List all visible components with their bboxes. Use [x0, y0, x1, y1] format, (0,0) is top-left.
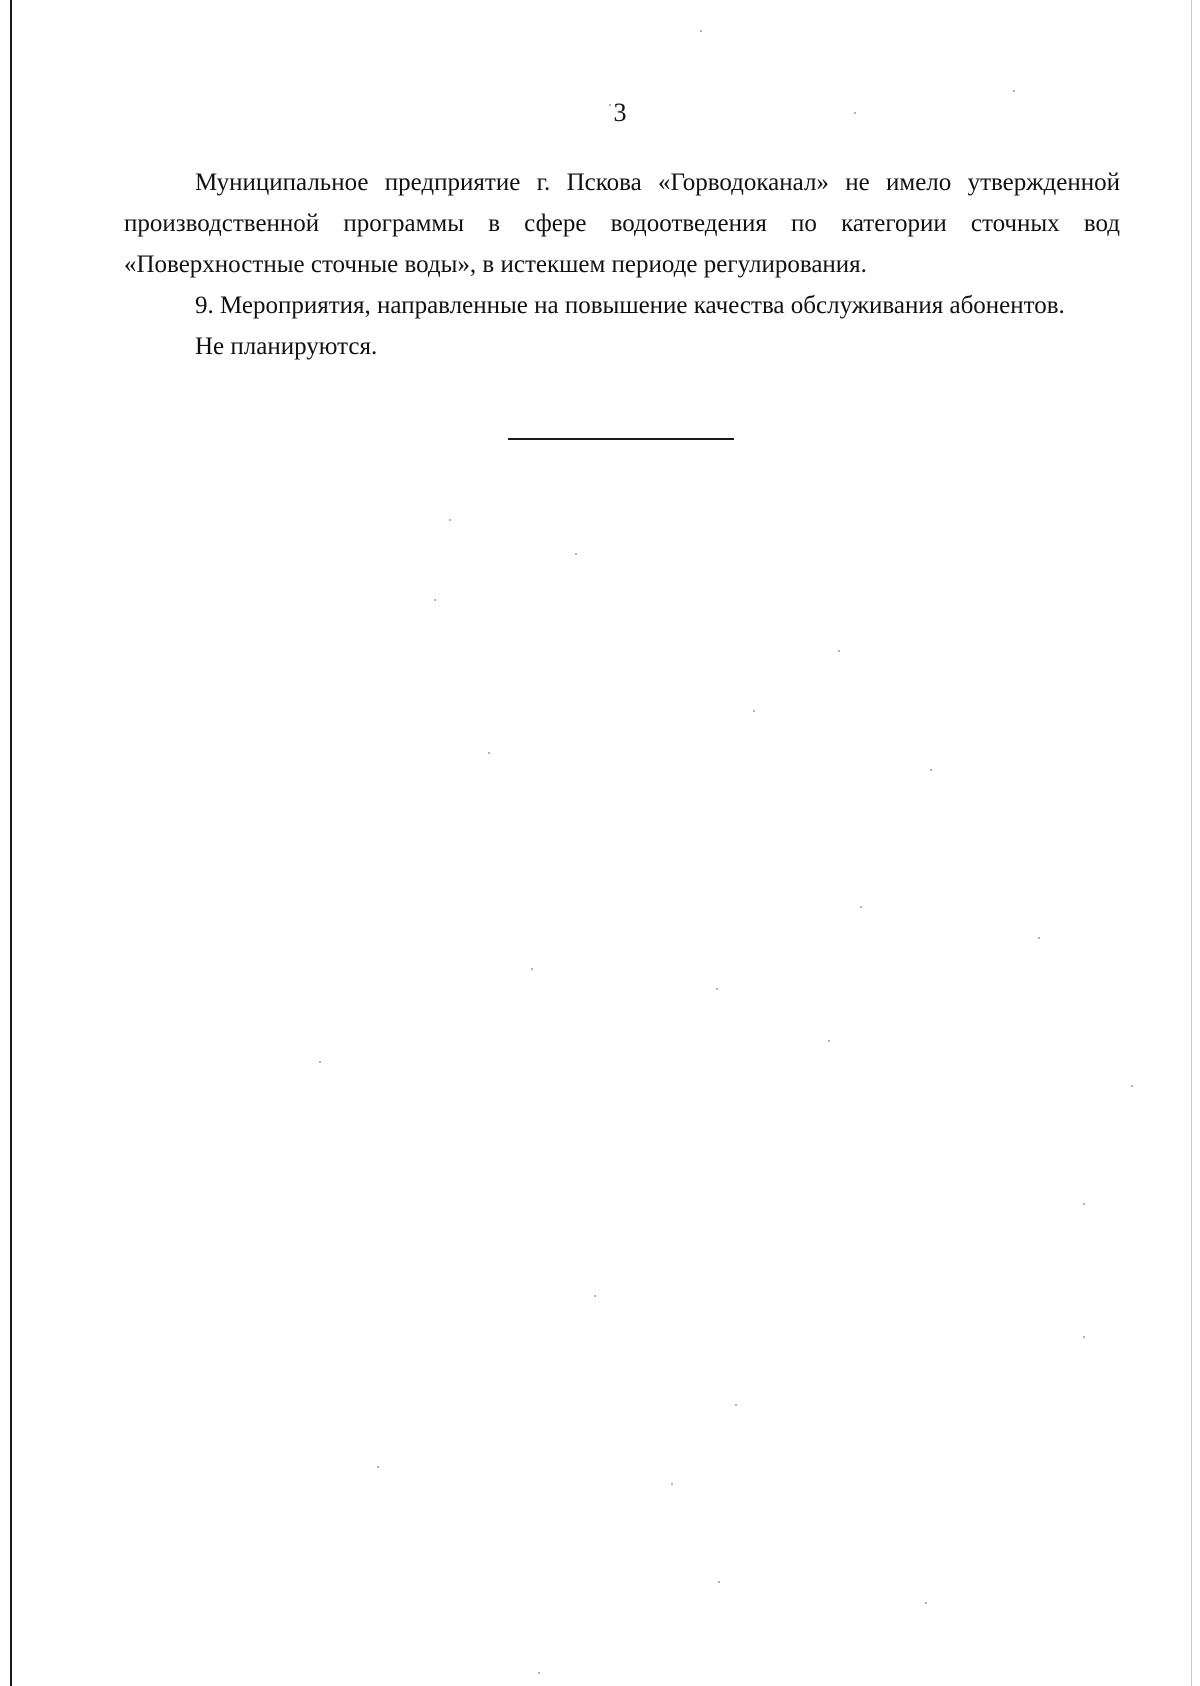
paragraph-not-planned: Не планируются.: [195, 333, 378, 360]
scan-speck: [434, 599, 436, 601]
scan-speck: [609, 104, 611, 106]
paragraph-program-status: Муниципальное предприятие г. Пскова «Горводоканал» не имело утвержденной производственной программы в сфере водоотведения по категории сточных вод «Поверхностные сточные воды», в истекшем периоде регулирования.: [124, 169, 1120, 278]
scan-speck: [1083, 1203, 1085, 1205]
scan-speck: [716, 988, 718, 990]
scan-speck: [1038, 937, 1040, 939]
scan-speck: [838, 650, 840, 652]
paragraph-section-9-heading: 9. Мероприятия, направленные на повышение качества обслуживания абонентов.: [195, 292, 1065, 319]
scan-speck: [671, 1483, 673, 1485]
scan-speck: [735, 1404, 737, 1406]
scan-speck: [828, 1040, 830, 1042]
scan-speck: [575, 553, 577, 555]
scan-speck: [1013, 90, 1015, 92]
scan-speck: [925, 1602, 927, 1604]
scan-speck: [594, 1295, 596, 1297]
scan-speck: [377, 1466, 379, 1468]
end-separator-line: [508, 438, 734, 440]
scan-speck: [1131, 1085, 1133, 1087]
scan-speck: [718, 1581, 720, 1583]
scan-speck: [860, 906, 862, 908]
scan-speck: [930, 769, 932, 771]
scan-speck: [449, 519, 451, 521]
scan-speck: [753, 710, 755, 712]
document-body: [124, 162, 1120, 367]
scan-speck: [700, 30, 702, 32]
scan-speck: [538, 1672, 540, 1674]
scan-speck: [531, 968, 533, 970]
scan-speck: [1083, 1336, 1085, 1338]
page-number: 3: [613, 98, 627, 127]
scan-speck: [319, 1061, 321, 1063]
scan-speck: [854, 112, 856, 114]
scan-speck: [488, 752, 490, 754]
scan-edge-right: [1191, 0, 1192, 1686]
scan-edge-left: [10, 0, 12, 1686]
